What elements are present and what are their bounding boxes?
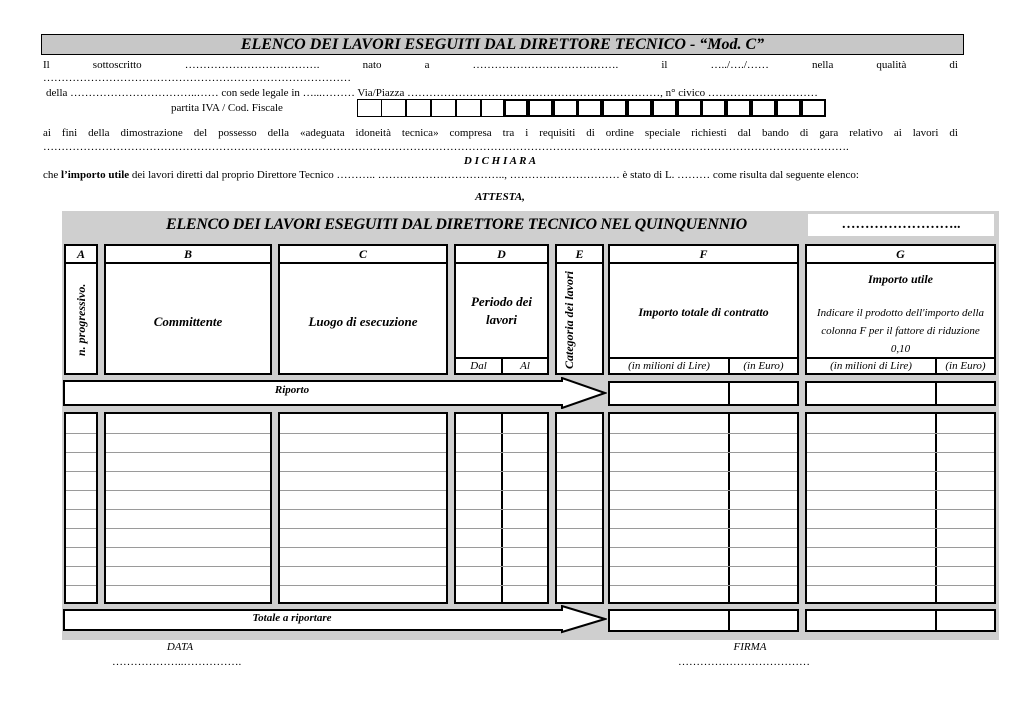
row-line [280, 471, 446, 472]
row-line [557, 547, 602, 548]
line3-word: di [949, 127, 958, 139]
row-line [66, 585, 96, 586]
col-g-lire: (in milioni di Lire) [830, 360, 912, 372]
col-g-euro: (in Euro) [945, 360, 986, 372]
row-line [610, 585, 797, 586]
row-line [280, 509, 446, 510]
purpose-line-continuation: …………………………………………………………………………………………………………………………………………………………………………………………………. [43, 141, 849, 153]
line3-word: ai [43, 127, 51, 139]
carried-forward-f[interactable] [608, 381, 799, 406]
line1-word: Il [43, 59, 50, 71]
body-col-e[interactable] [555, 412, 604, 604]
row-line [280, 528, 446, 529]
line3-word: di [799, 127, 809, 139]
row-line [66, 490, 96, 491]
row-line [456, 490, 547, 491]
table-period-dots[interactable]: …………………….. [808, 214, 994, 236]
row-line [610, 528, 797, 529]
vat-code-box[interactable] [801, 99, 826, 117]
row-line [807, 509, 994, 510]
row-line [106, 433, 270, 434]
col-c-title: Luogo di esecuzione [308, 314, 418, 329]
vat-code-box[interactable] [431, 99, 456, 117]
line3-word: gara [819, 127, 839, 139]
row-line [610, 566, 797, 567]
vat-code-box[interactable] [406, 99, 431, 117]
vat-code-box[interactable] [381, 99, 406, 117]
line3-word: ai [893, 127, 902, 139]
col-d-header [454, 244, 549, 375]
row-line [456, 452, 547, 453]
row-line [66, 528, 96, 529]
line1-word: a [424, 59, 430, 71]
line3-word: di [586, 127, 595, 139]
total-g[interactable] [805, 609, 996, 632]
row-line [807, 528, 994, 529]
row-line [807, 452, 994, 453]
row-line [106, 585, 270, 586]
company-address-line: della ……………………………..…… con sede legale in …...……… Via/Piazza ……………………………………………………………, n° civico ………………………… [46, 87, 818, 99]
attests-heading: ATTESTA, [475, 191, 525, 203]
col-g-description: Indicare il prodotto dell'importo della colonna F per il fattore di riduzione 0,10 [816, 307, 985, 355]
row-line [807, 471, 994, 472]
row-line [280, 585, 446, 586]
vat-code-box[interactable] [456, 99, 481, 117]
declaration-heading: D I C H I A R A [463, 155, 537, 167]
row-line [610, 490, 797, 491]
row-line [807, 547, 994, 548]
col-g-header [805, 244, 996, 375]
row-line [456, 471, 547, 472]
vat-label: partita IVA / Cod. Fiscale [171, 102, 283, 114]
row-line [66, 433, 96, 434]
body-col-d[interactable] [454, 412, 549, 604]
body-col-c[interactable] [278, 412, 448, 604]
total-f[interactable] [608, 609, 799, 632]
line1-word: nato [362, 59, 382, 71]
row-line [106, 509, 270, 510]
vat-code-box[interactable] [528, 99, 553, 117]
signature-label: FIRMA [733, 641, 767, 653]
col-a-header [64, 244, 98, 375]
col-e-letter: E [557, 246, 602, 264]
amount-line-post: dei lavori diretti dal proprio Direttore Tecnico ……….. …………………………….., ………………………… è stato di L. ……… come risulta dal seguente elenco: [129, 169, 859, 181]
date-label: DATA [166, 641, 194, 653]
col-b-header [104, 244, 272, 375]
vat-code-box[interactable] [577, 99, 602, 117]
col-e-title: Categoria dei lavori [562, 271, 576, 369]
row-line [106, 452, 270, 453]
row-line [66, 566, 96, 567]
body-col-a[interactable] [64, 412, 98, 604]
row-line [456, 585, 547, 586]
col-f-euro: (in Euro) [743, 360, 784, 372]
row-line [557, 490, 602, 491]
row-line [456, 433, 547, 434]
line1-word: il [661, 59, 668, 71]
form-title: ELENCO DEI LAVORI ESEGUITI DAL DIRETTORE TECNICO - “Mod. C” [41, 34, 964, 55]
row-line [557, 509, 602, 510]
row-line [456, 566, 547, 567]
row-line [106, 547, 270, 548]
vat-code-box[interactable] [677, 99, 702, 117]
row-line [106, 528, 270, 529]
col-d-to: Al [520, 360, 530, 372]
row-line [557, 585, 602, 586]
row-line [610, 452, 797, 453]
row-line [610, 471, 797, 472]
line3-word: della [88, 127, 110, 139]
amount-line-pre: che [43, 169, 62, 181]
row-line [807, 566, 994, 567]
row-line [66, 452, 96, 453]
row-line [456, 528, 547, 529]
row-line [280, 433, 446, 434]
col-c-header [278, 244, 448, 375]
col-g-letter: G [807, 246, 994, 264]
col-f-title: Importo totale di contratto [638, 305, 769, 319]
line1-word: di [949, 59, 958, 71]
row-line [557, 471, 602, 472]
row-line [280, 566, 446, 567]
row-line [557, 433, 602, 434]
row-line [557, 452, 602, 453]
col-f-header [608, 244, 799, 375]
row-line [807, 490, 994, 491]
amount-line [43, 169, 859, 182]
works-table [62, 211, 999, 640]
line3-word: dimostrazione [120, 127, 183, 139]
col-d-letter: D [456, 246, 547, 264]
carried-forward-label: Riporto [274, 384, 310, 396]
vat-code-box[interactable] [776, 99, 801, 117]
line3-word: della [267, 127, 290, 139]
line1-word: sottoscritto [92, 59, 142, 71]
line3-word: lavori [912, 127, 939, 139]
col-b-title: Committente [153, 314, 223, 329]
vat-code-box[interactable] [357, 99, 382, 117]
line1-word: …………………………………. [472, 59, 619, 71]
line1-word: nella [811, 59, 834, 71]
line3-word: speciale [644, 127, 681, 139]
amount-line-bold: l’importo utile [61, 169, 130, 181]
row-line [66, 471, 96, 472]
col-d-title: Periodo dei lavori [470, 294, 532, 327]
vat-code-box[interactable] [503, 99, 528, 117]
col-f-letter: F [610, 246, 797, 264]
row-line [557, 566, 602, 567]
line3-word: del [193, 127, 208, 139]
col-d-from: Dal [470, 360, 487, 372]
vat-code-box[interactable] [602, 99, 627, 117]
vat-code-box[interactable] [652, 99, 677, 117]
signature-field[interactable]: ……………………………… [678, 656, 810, 668]
line3-word: bando [762, 127, 789, 139]
col-f-lire: (in milioni di Lire) [628, 360, 710, 372]
line3-word: fini [61, 127, 78, 139]
line3-word: possesso [218, 127, 257, 139]
declarant-line-continuation: ………………………………………………………………………… [43, 72, 351, 84]
line3-word: dal [737, 127, 752, 139]
line1-word: qualità [876, 59, 907, 71]
row-line [66, 547, 96, 548]
col-c-letter: C [280, 246, 446, 264]
col-g-subrow-line [807, 357, 994, 359]
table-title: ELENCO DEI LAVORI ESEGUITI DAL DIRETTORE TECNICO NEL QUINQUENNIO [166, 216, 747, 233]
line3-word: «adeguata [299, 127, 345, 139]
row-line [807, 585, 994, 586]
col-g-title: Importo utile [867, 272, 933, 286]
row-line [106, 566, 270, 567]
row-line [456, 509, 547, 510]
line3-word: tecnica» [401, 127, 439, 139]
carried-forward-g[interactable] [805, 381, 996, 406]
row-line [557, 528, 602, 529]
col-e-header [555, 244, 604, 375]
col-a-letter: A [66, 246, 96, 264]
line3-word: compresa [449, 127, 492, 139]
line1-word: ………………………………. [184, 59, 320, 71]
row-line [66, 509, 96, 510]
body-col-f[interactable] [608, 412, 799, 604]
row-line [106, 471, 270, 472]
declarant-line [43, 59, 958, 72]
col-b-letter: B [106, 246, 270, 264]
line3-word: richiesti [691, 127, 727, 139]
row-line [610, 433, 797, 434]
vat-code-box[interactable] [751, 99, 776, 117]
line3-word: ordine [605, 127, 634, 139]
row-line [807, 433, 994, 434]
line3-word: idoneità [355, 127, 391, 139]
row-line [456, 547, 547, 548]
row-line [280, 547, 446, 548]
date-field[interactable]: ………………..……………. [112, 656, 242, 668]
body-col-b[interactable] [104, 412, 272, 604]
row-line [280, 452, 446, 453]
purpose-line [43, 127, 958, 140]
vat-code-box[interactable] [701, 99, 726, 117]
vat-code-box[interactable] [627, 99, 652, 117]
vat-code-box[interactable] [553, 99, 578, 117]
line1-word: …../…./…… [710, 59, 769, 71]
col-a-title: n. progressivo. [74, 283, 88, 357]
col-f-subrow-line [610, 357, 797, 359]
line3-word: tra [502, 127, 515, 139]
line3-word: requisiti [539, 127, 576, 139]
row-line [106, 490, 270, 491]
line3-word: relativo [849, 127, 883, 139]
row-line [610, 509, 797, 510]
total-label: Totale a riportare [252, 612, 332, 624]
line3-word: i [525, 127, 529, 139]
body-col-g[interactable] [805, 412, 996, 604]
row-line [280, 490, 446, 491]
vat-code-box[interactable] [726, 99, 751, 117]
row-line [610, 547, 797, 548]
